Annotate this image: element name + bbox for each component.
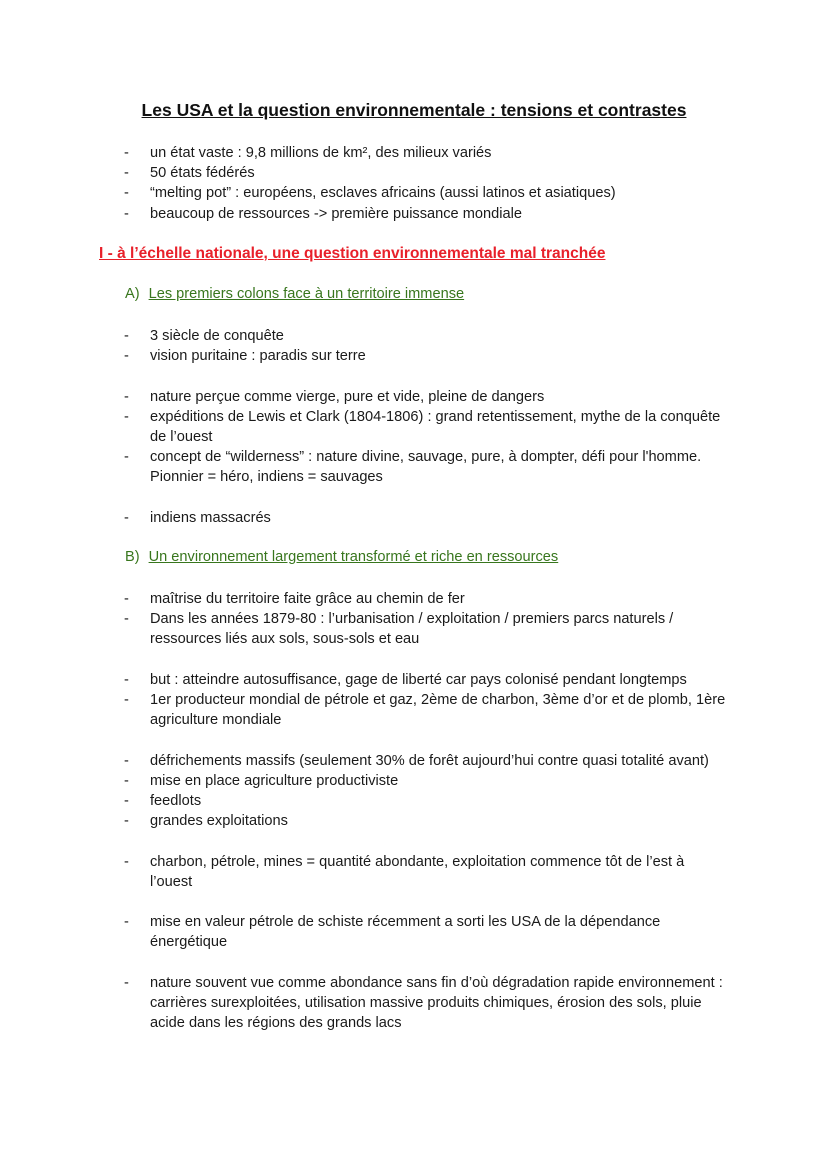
- list-item-text: 1er producteur mondial de pétrole et gaz, 2ème de charbon, 3ème d’or et de plomb, 1ère agriculture mondiale: [150, 692, 726, 729]
- list-item: [0, 670, 730, 690]
- part-b-list: [0, 589, 730, 1033]
- list-item: [0, 609, 730, 649]
- bullet-dash: -: [124, 145, 129, 161]
- bullet-dash: -: [124, 692, 129, 708]
- list-item: [0, 852, 730, 892]
- list-item-text: mise en place agriculture productiviste: [150, 772, 399, 789]
- subsection-letter: B): [125, 549, 140, 565]
- bullet-dash: -: [124, 793, 129, 809]
- bullet-dash: -: [124, 853, 129, 870]
- list-item-text: “melting pot” : européens, esclaves africains (aussi latinos et asiatiques): [150, 185, 616, 202]
- spacer: [0, 831, 730, 851]
- bullet-dash: -: [124, 185, 129, 202]
- list-item-text: nature souvent vue comme abondance sans fin d’où dégradation rapide environnement : carrières surexploitées, utilisation massive produits chimiques, érosion des sols, pluie acide dans les régions des grands lacs: [150, 974, 723, 1032]
- spacer: [0, 488, 730, 508]
- bullet-dash: -: [124, 914, 129, 931]
- spacer: [0, 730, 730, 750]
- list-item: [0, 346, 730, 366]
- bullet-dash: -: [124, 408, 129, 425]
- list-item-text: un état vaste : 9,8 millions de km², des milieux variés: [150, 145, 492, 161]
- list-item-text: indiens massacrés: [150, 509, 271, 526]
- bullet-dash: -: [124, 772, 129, 789]
- list-item-text: 3 siècle de conquête: [150, 328, 284, 344]
- bullet-dash: -: [124, 328, 129, 344]
- subsection-title: Les premiers colons face à un territoire immense: [148, 286, 465, 302]
- list-item-text: but : atteindre autosuffisance, gage de liberté car pays colonisé pendant longtemps: [150, 671, 687, 688]
- bullet-dash: -: [124, 591, 129, 607]
- list-item: [0, 143, 730, 163]
- bullet-dash: -: [124, 813, 129, 830]
- list-item: [0, 204, 730, 224]
- list-item-text: vision puritaine : paradis sur terre: [150, 348, 366, 365]
- list-item: [0, 407, 730, 447]
- section-heading: I - à l’échelle nationale, une question environnementale mal tranchée: [99, 245, 606, 262]
- list-item-text: feedlots: [150, 793, 202, 809]
- list-item: [0, 589, 730, 609]
- part-a-list: [0, 326, 730, 528]
- subsection-letter: A): [125, 286, 140, 302]
- bullet-dash: -: [124, 205, 129, 222]
- list-item: [0, 387, 730, 407]
- list-item: [0, 771, 730, 791]
- list-item: [0, 183, 730, 203]
- spacer: [0, 892, 730, 912]
- spacer: [0, 366, 730, 386]
- spacer: [0, 953, 730, 973]
- list-item-text: beaucoup de ressources -> première puissance mondiale: [150, 205, 522, 222]
- list-item: [0, 912, 730, 952]
- bullet-dash: -: [124, 348, 129, 365]
- bullet-dash: -: [124, 671, 129, 688]
- bullet-dash: -: [124, 974, 129, 991]
- list-item-text: défrichements massifs (seulement 30% de forêt aujourd’hui contre quasi totalité avant): [150, 752, 709, 769]
- list-item-text: expéditions de Lewis et Clark (1804-1806) : grand retentissement, mythe de la conquête de l’ouest: [150, 408, 721, 445]
- list-item-text: charbon, pétrole, mines = quantité abondante, exploitation commence tôt de l’est à l’ouest: [150, 853, 685, 890]
- intro-list: [0, 143, 730, 224]
- subsection-title: Un environnement largement transformé et riche en ressources: [148, 549, 559, 565]
- document-title: Les USA et la question environnementale : tensions et contrastes: [141, 100, 687, 120]
- list-item-text: nature perçue comme vierge, pure et vide, pleine de dangers: [150, 388, 545, 405]
- bullet-dash: -: [124, 752, 129, 769]
- bullet-dash: -: [124, 509, 129, 526]
- list-item: [0, 751, 730, 771]
- list-item-text: mise en valeur pétrole de schiste récemment a sorti les USA de la dépendance énergétique: [150, 914, 661, 951]
- subsection-heading-b: [125, 549, 558, 565]
- list-item: [0, 690, 730, 730]
- list-item-text: 50 états fédérés: [150, 165, 255, 182]
- list-item: [0, 447, 730, 487]
- list-item-text: maîtrise du territoire faite grâce au chemin de fer: [150, 591, 465, 607]
- bullet-dash: -: [124, 388, 129, 405]
- list-item: [0, 811, 730, 831]
- bullet-dash: -: [124, 165, 129, 182]
- subsection-heading-a: [125, 286, 464, 302]
- list-item: [0, 326, 730, 346]
- bullet-dash: -: [124, 611, 129, 628]
- list-item-text: Dans les années 1879-80 : l’urbanisation / exploitation / premiers parcs naturels / ressources liés aux sols, sous-sols et eau: [150, 611, 674, 648]
- list-item: [0, 791, 730, 811]
- list-item: [0, 508, 730, 528]
- spacer: [0, 650, 730, 670]
- list-item-text: concept de “wilderness” : nature divine, sauvage, pure, à dompter, défi pour l'homme. Pionnier = héro, indiens = sauvages: [150, 449, 702, 486]
- list-item: [0, 163, 730, 183]
- list-item: [0, 973, 730, 1034]
- list-item-text: grandes exploitations: [150, 813, 288, 830]
- bullet-dash: -: [124, 449, 129, 466]
